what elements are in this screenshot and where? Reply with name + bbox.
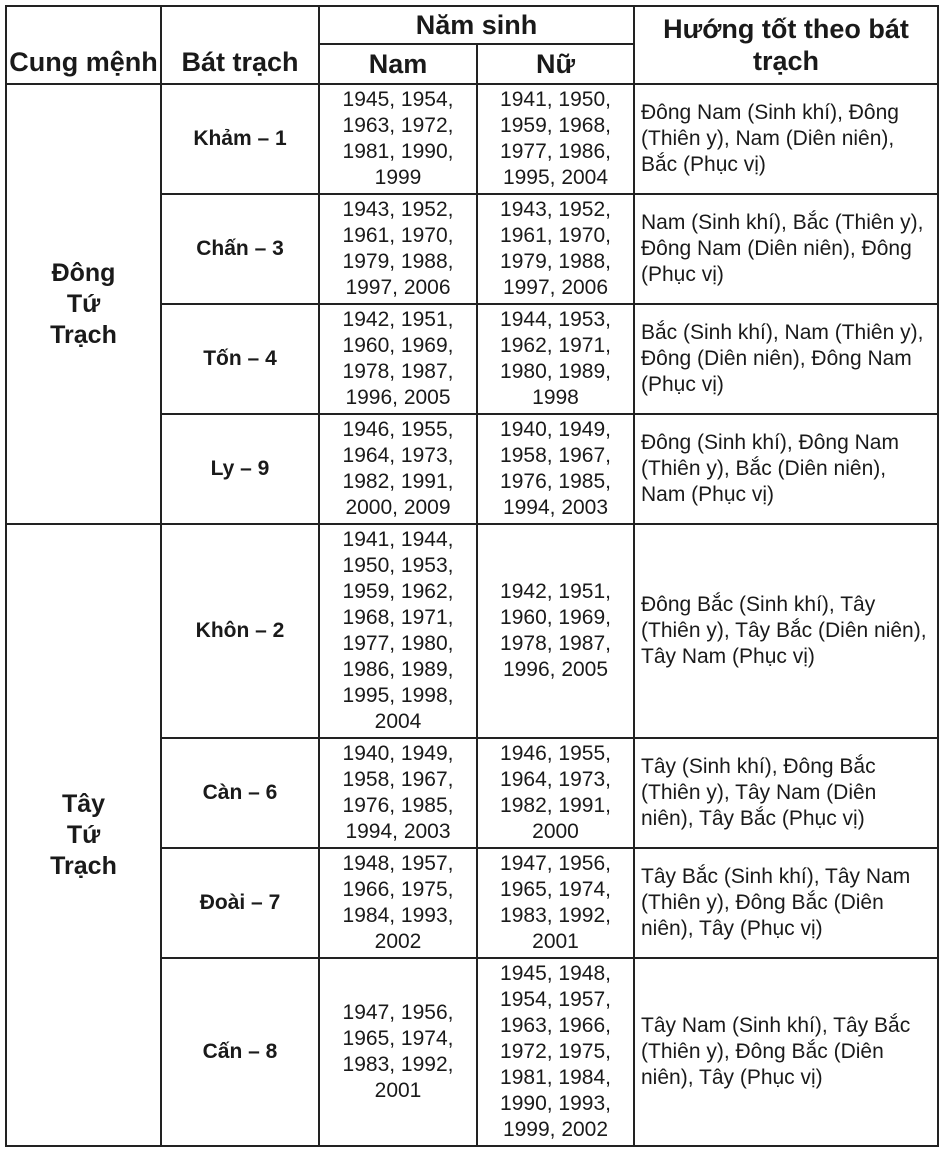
nu-years-cell: 1947, 1956, 1965, 1974, 1983, 1992, 2001 [477, 848, 634, 958]
huong-cell: Tây Bắc (Sinh khí), Tây Nam (Thiên y), Đông Bắc (Diên niên), Tây (Phục vị) [634, 848, 938, 958]
nam-years-cell: 1947, 1956, 1965, 1974, 1983, 1992, 2001 [319, 958, 477, 1146]
bat-trach-cell: Ly – 9 [161, 414, 319, 524]
header-cung-menh: Cung mệnh [6, 6, 161, 84]
cung-name-line: Trạch [50, 320, 117, 349]
header-bat-trach: Bát trạch [161, 6, 319, 84]
nam-years-cell: 1943, 1952, 1961, 1970, 1979, 1988, 1997, 2006 [319, 194, 477, 304]
nam-years-cell: 1940, 1949, 1958, 1967, 1976, 1985, 1994, 2003 [319, 738, 477, 848]
header-nu: Nữ [477, 44, 634, 84]
bat-trach-cell: Đoài – 7 [161, 848, 319, 958]
header-nam: Nam [319, 44, 477, 84]
bat-trach-cell: Chấn – 3 [161, 194, 319, 304]
huong-cell: Nam (Sinh khí), Bắc (Thiên y), Đông Nam (Diên niên), Đông (Phục vị) [634, 194, 938, 304]
nu-years-cell: 1943, 1952, 1961, 1970, 1979, 1988, 1997, 2006 [477, 194, 634, 304]
huong-cell: Tây (Sinh khí), Đông Bắc (Thiên y), Tây Nam (Diên niên), Tây Bắc (Phục vị) [634, 738, 938, 848]
bat-trach-table [5, 5, 939, 1147]
page [5, 5, 939, 1147]
nu-years-cell: 1940, 1949, 1958, 1967, 1976, 1985, 1994, 2003 [477, 414, 634, 524]
cung-name-line: Trạch [50, 851, 117, 880]
header-huong-tot: Hướng tốt theo bát trạch [634, 6, 938, 84]
nam-years-cell: 1946, 1955, 1964, 1973, 1982, 1991, 2000, 2009 [319, 414, 477, 524]
cung-name-line: Tây [61, 789, 106, 818]
bat-trach-cell: Cấn – 8 [161, 958, 319, 1146]
nam-years-cell: 1942, 1951, 1960, 1969, 1978, 1987, 1996, 2005 [319, 304, 477, 414]
nam-years-cell: 1941, 1944, 1950, 1953, 1959, 1962, 1968, 1971, 1977, 1980, 1986, 1989, 1995, 1998, 2004 [319, 524, 477, 738]
huong-cell: Tây Nam (Sinh khí), Tây Bắc (Thiên y), Đông Bắc (Diên niên), Tây (Phục vị) [634, 958, 938, 1146]
bat-trach-cell: Khảm – 1 [161, 84, 319, 194]
nu-years-cell: 1944, 1953, 1962, 1971, 1980, 1989, 1998 [477, 304, 634, 414]
nu-years-cell: 1942, 1951, 1960, 1969, 1978, 1987, 1996, 2005 [477, 524, 634, 738]
huong-cell: Đông Nam (Sinh khí), Đông (Thiên y), Nam (Diên niên), Bắc (Phục vị) [634, 84, 938, 194]
cung-name-line: Tứ [66, 289, 101, 318]
nu-years-cell: 1945, 1948, 1954, 1957, 1963, 1966, 1972, 1975, 1981, 1984, 1990, 1993, 1999, 2002 [477, 958, 634, 1146]
table-row [6, 84, 938, 194]
bat-trach-cell: Khôn – 2 [161, 524, 319, 738]
cung-name-line: Đông [51, 258, 116, 287]
huong-cell: Đông (Sinh khí), Đông Nam (Thiên y), Bắc (Diên niên), Nam (Phục vị) [634, 414, 938, 524]
huong-cell: Bắc (Sinh khí), Nam (Thiên y), Đông (Diên niên), Đông Nam (Phục vị) [634, 304, 938, 414]
bat-trach-cell: Càn – 6 [161, 738, 319, 848]
nu-years-cell: 1946, 1955, 1964, 1973, 1982, 1991, 2000 [477, 738, 634, 848]
table-row [6, 524, 938, 738]
nam-years-cell: 1948, 1957, 1966, 1975, 1984, 1993, 2002 [319, 848, 477, 958]
huong-cell: Đông Bắc (Sinh khí), Tây (Thiên y), Tây Bắc (Diên niên), Tây Nam (Phục vị) [634, 524, 938, 738]
nam-years-cell: 1945, 1954, 1963, 1972, 1981, 1990, 1999 [319, 84, 477, 194]
nu-years-cell: 1941, 1950, 1959, 1968, 1977, 1986, 1995, 2004 [477, 84, 634, 194]
bat-trach-cell: Tốn – 4 [161, 304, 319, 414]
header-nam-sinh: Năm sinh [319, 6, 634, 44]
cung-menh-dong-tu-trach [6, 84, 161, 524]
cung-menh-tay-tu-trach [6, 524, 161, 1146]
cung-name-line: Tứ [66, 820, 101, 849]
